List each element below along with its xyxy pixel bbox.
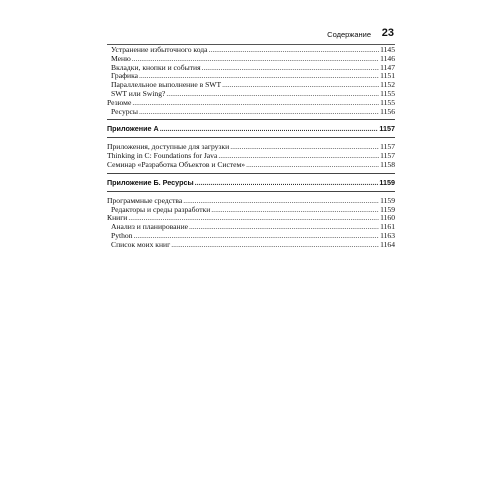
running-header-label: Содержание <box>327 30 371 39</box>
page-number: 23 <box>381 27 394 39</box>
toc-section-appendix-a[interactable]: Приложение А ..... 1157 <box>107 119 395 138</box>
toc-entry[interactable]: Редакторы и среды разработки ..... 1159 <box>107 206 395 215</box>
toc-entry[interactable]: Python ..... 1163 <box>107 232 395 241</box>
toc-entry[interactable]: SWT или Swing? ..... 1155 <box>107 90 395 99</box>
toc-entry[interactable]: Меню ..... 1146 <box>107 55 395 64</box>
running-header <box>107 28 395 45</box>
toc-entry[interactable]: Thinking in C: Foundations for Java ..... 1157 <box>107 152 395 161</box>
toc-entry[interactable]: Список моих книг ..... 1164 <box>107 241 395 250</box>
table-of-contents <box>107 46 395 250</box>
toc-entry[interactable]: Программные средства ..... 1159 <box>107 197 395 206</box>
toc-entry[interactable]: Семинар «Разработка Объектов и Систем» ..... 1158 <box>107 161 395 170</box>
toc-entry[interactable]: Книги ..... 1160 <box>107 214 395 223</box>
toc-entry[interactable]: Резюме ..... 1155 <box>107 99 395 108</box>
toc-entry[interactable]: Параллельное выполнение в SWT ..... 1152 <box>107 81 395 90</box>
toc-section-appendix-b[interactable]: Приложение Б. Ресурсы ..... 1159 <box>107 173 395 192</box>
toc-entry[interactable]: Вкладки, кнопки и события ..... 1147 <box>107 64 395 73</box>
toc-entry[interactable]: Приложения, доступные для загрузки ..... 1157 <box>107 143 395 152</box>
toc-entry[interactable]: Устранение избыточного кода ..... 1145 <box>107 46 395 55</box>
toc-entry[interactable]: Графика ..... 1151 <box>107 72 395 81</box>
toc-entry[interactable]: Анализ и планирование ..... 1161 <box>107 223 395 232</box>
toc-entry[interactable]: Ресурсы ..... 1156 <box>107 108 395 117</box>
